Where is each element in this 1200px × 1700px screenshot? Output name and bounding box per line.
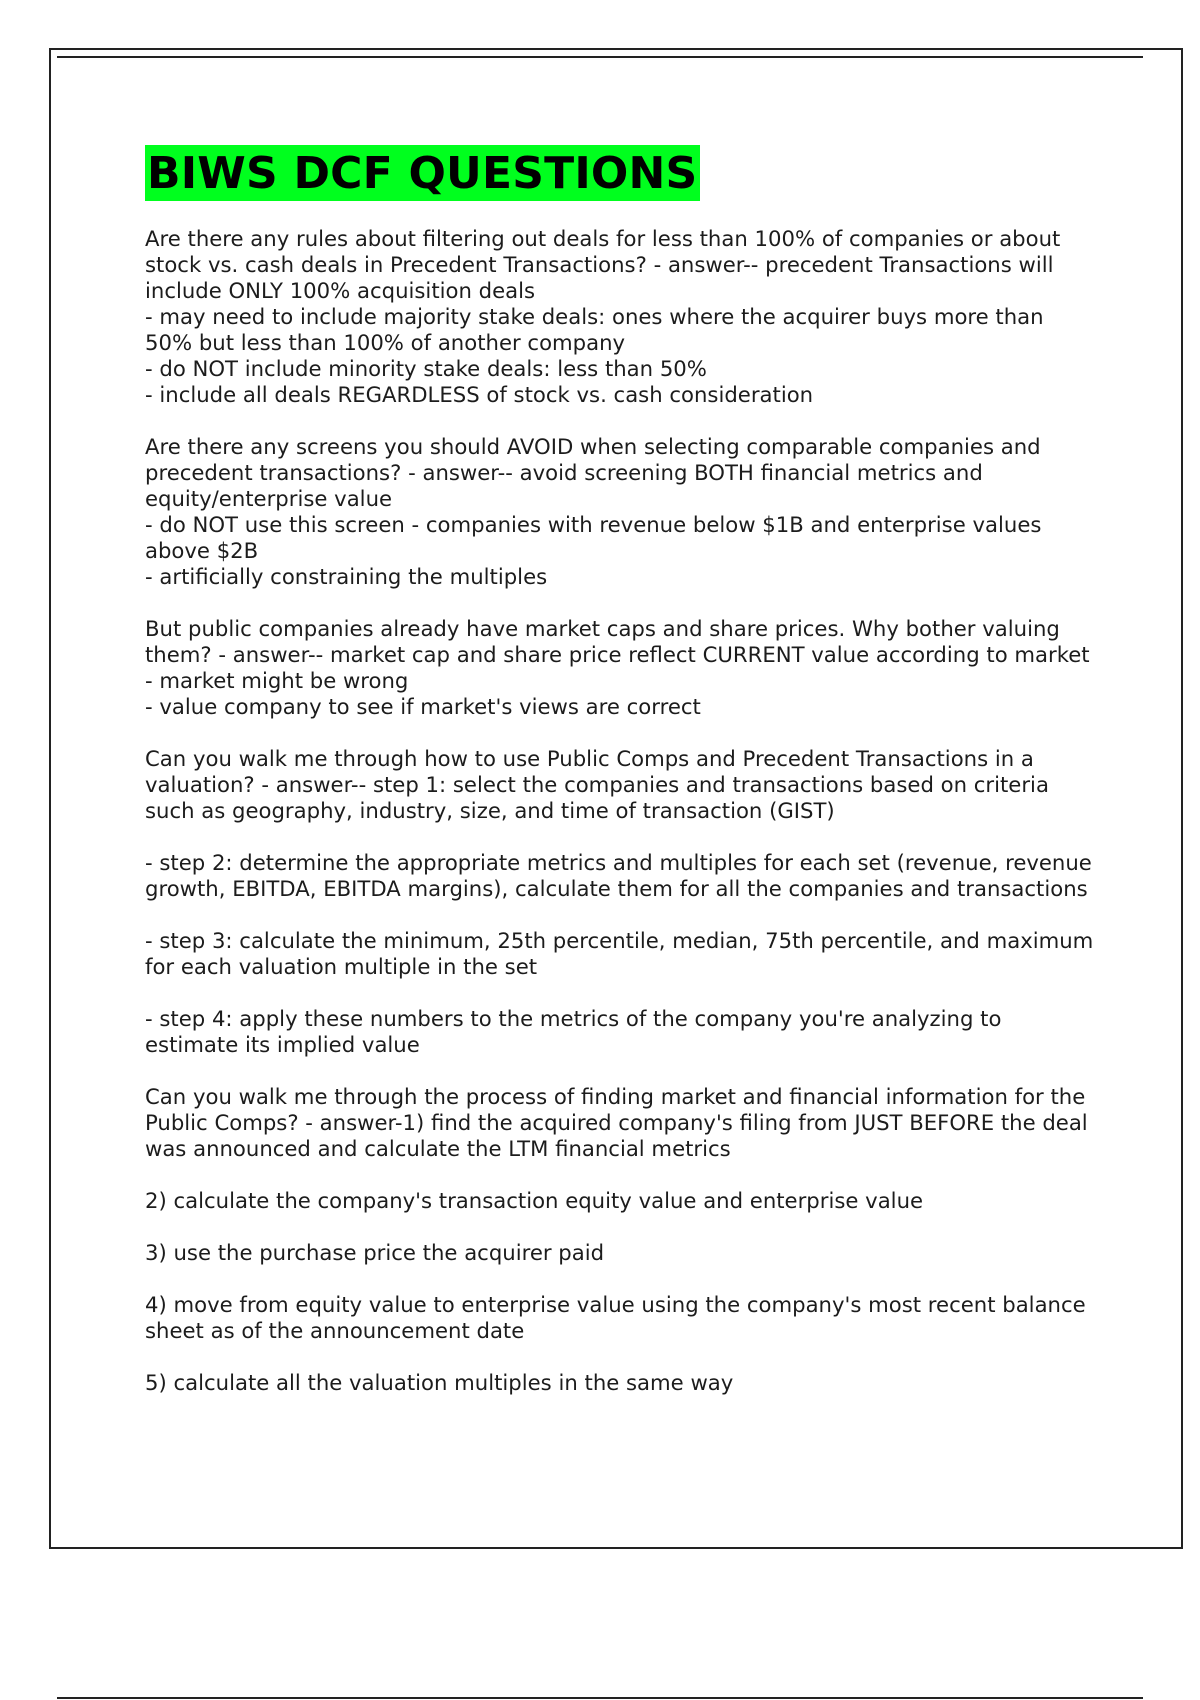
qa-block-finding-info-step-3: 3) use the purchase price the acquirer paid — [145, 1240, 605, 1265]
qa-block-finding-info-step-2: 2) calculate the company's transaction equity value and enterprise value — [145, 1188, 924, 1213]
qa-block-comps-step-4: - step 4: apply these numbers to the metrics of the company you're analyzing to estimate its implied value — [145, 1006, 1009, 1057]
qa-block-finding-info-step-5: 5) calculate all the valuation multiples in the same way — [145, 1370, 734, 1395]
qa-block-valuing-public-companies: But public companies already have market caps and share prices. Why bother valuing them? - answer-- market cap and share price reflect CURRENT value according to market - market might be wrong - value company to see if market's views are correct — [145, 616, 1090, 719]
qa-block-comps-step-3: - step 3: calculate the minimum, 25th percentile, median, 75th percentile, and maximum for each valuation multiple in the set — [145, 928, 1101, 979]
qa-block-finding-info-step-1: Can you walk me through the process of finding market and financial information for the Public Comps? - answer-1) find the acquired company's filing from JUST BEFORE the deal was announced and calculate the LTM financial metrics — [145, 1084, 1095, 1161]
qa-block-comps-step-2: - step 2: determine the appropriate metrics and multiples for each set (revenue, revenue growth, EBITDA, EBITDA margins), calculate them for all the companies and transactions — [145, 850, 1099, 901]
top-divider — [57, 56, 1143, 58]
document-title: BIWS DCF QUESTIONS — [145, 145, 700, 201]
document-body — [145, 145, 1101, 1422]
qa-block-comps-step-1: Can you walk me through how to use Public Comps and Precedent Transactions in a valuation? - answer-- step 1: select the companies and transactions based on criteria such as geography, industry, size, and time of transaction (GIST) — [145, 746, 1056, 823]
qa-block-filtering-deals: Are there any rules about filtering out deals for less than 100% of companies or about stock vs. cash deals in Precedent Transactions? - answer-- precedent Transactions will include ONLY 100% acquisition deals - may need to include majority stake deals: ones where the acquirer buys more than 50% but less than 100% of another company - do NOT include minority stake deals: less than 50% - include all deals REGARDLESS of stock vs. cash consideration — [145, 226, 1061, 407]
bottom-divider — [57, 1697, 1143, 1699]
qa-block-screens-to-avoid: Are there any screens you should AVOID when selecting comparable companies and precedent transactions? - answer-- avoid screening BOTH financial metrics and equity/enterprise value - do NOT use this screen - companies with revenue below $1B and enterprise values above $2B - artificially constraining the multiples — [145, 434, 1042, 589]
qa-block-finding-info-step-4: 4) move from equity value to enterprise value using the company's most recent balance sheet as of the announcement date — [145, 1292, 1093, 1343]
